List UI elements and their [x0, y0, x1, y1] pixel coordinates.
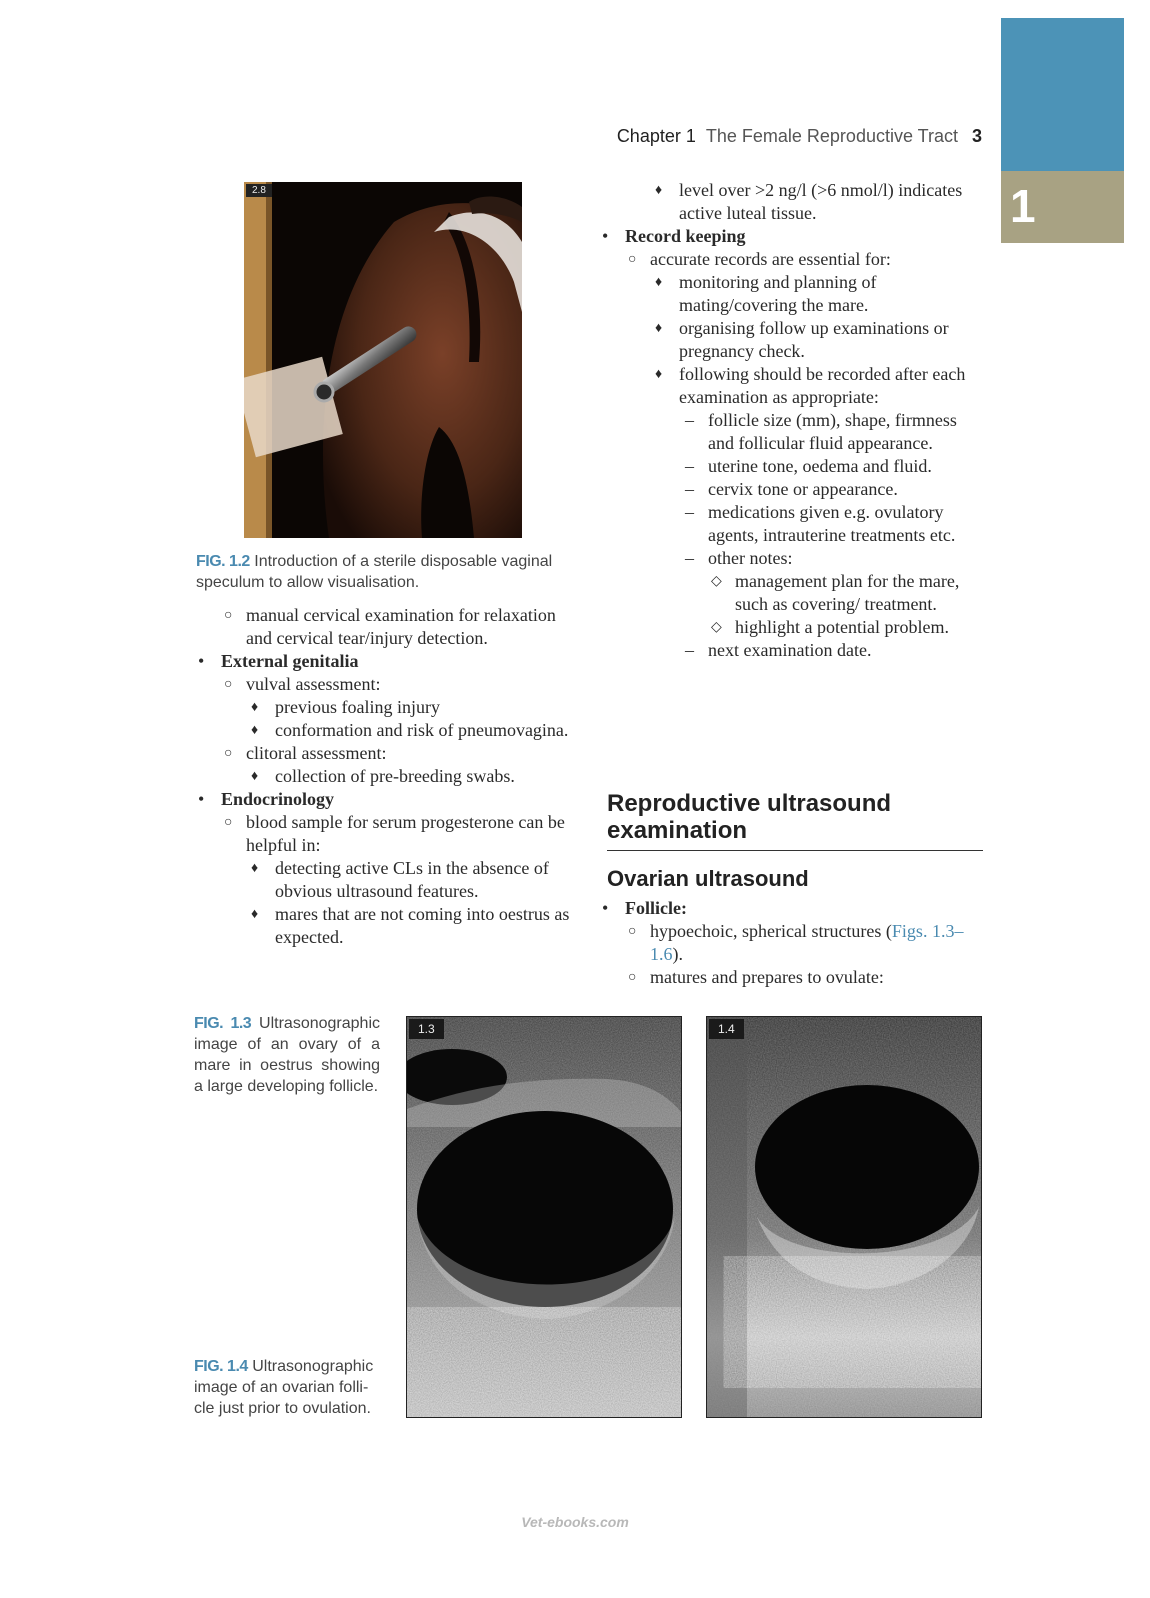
- chapter-tab-number: 1: [1010, 180, 1036, 232]
- figure-1-4-label: 1.4: [709, 1019, 744, 1039]
- list-item: ♦ monitoring and planning of mating/covering the mare.: [655, 272, 877, 315]
- running-head-title: The Female Reproductive Tract: [705, 126, 958, 146]
- list-item: – medications given e.g. ovulatory agents, intrauterine treatments etc.: [685, 502, 956, 545]
- list-item: ○ manual cervical examination for relaxation and cervical tear/injury detection.: [224, 605, 556, 648]
- figure-1-2-number: FIG. 1.2: [196, 553, 250, 570]
- list-item: ○ hypoechoic, spherical structures (Figs. 1.3–1.6).: [628, 921, 964, 964]
- list-item: – cervix tone or appearance.: [685, 479, 898, 499]
- ultrasound-follicle-image: [707, 1017, 981, 1417]
- list-item: • Endocrinology: [198, 789, 335, 809]
- figure-1-4-caption-text: Ultrasonographic image of an ovarian follicle just prior to ovulation.: [194, 1358, 374, 1417]
- list-item: ◇ highlight a potential problem.: [711, 617, 949, 637]
- list-item: ♦ conformation and risk of pneumovagina.: [251, 720, 569, 740]
- list-item: ♦ following should be recorded after each examination as appropriate:: [655, 364, 966, 407]
- list-item: ○ clitoral assessment:: [224, 743, 387, 763]
- running-head: [580, 126, 982, 147]
- figure-1-3-caption-text: Ultrasonographic image of an ovary of a mare in oestrus showing a large developing follicle.: [194, 1015, 380, 1095]
- list-item: • Follicle:: [602, 898, 687, 918]
- running-head-chapter: Chapter 1: [616, 126, 696, 146]
- figs-link[interactable]: Figs. 1.3–1.6: [650, 921, 964, 964]
- list-item: ○ vulval assessment:: [224, 674, 381, 694]
- figure-1-3-label: 1.3: [409, 1019, 444, 1039]
- list-item: ♦ collection of pre-breeding swabs.: [251, 766, 515, 786]
- figure-1-4-number: FIG. 1.4: [194, 1358, 248, 1375]
- list-item: ♦ previous foaling injury: [251, 697, 440, 717]
- list-item: ○ blood sample for serum progesterone can be helpful in:: [224, 812, 565, 855]
- figure-1-4-ultrasound: [706, 1016, 982, 1418]
- list-item: ♦ mares that are not coming into oestrus as expected.: [251, 904, 570, 947]
- figure-1-4-caption: [194, 1356, 380, 1419]
- figure-1-3-number: FIG. 1.3: [194, 1015, 252, 1032]
- figure-1-3-caption: [194, 1013, 380, 1097]
- figure-1-2-label: 2.8: [246, 184, 272, 197]
- speculum-photo-illustration: [244, 182, 522, 538]
- page-number: 3: [971, 126, 982, 146]
- figure-1-2-caption-text: Introduction of a sterile disposable vaginal speculum to allow visualisation.: [196, 553, 553, 591]
- list-item: ♦ organising follow up examinations or pregnancy check.: [655, 318, 949, 361]
- figure-1-2-caption: [196, 551, 576, 593]
- list-item: ○ matures and prepares to ovulate:: [628, 967, 884, 987]
- list-item: – next examination date.: [685, 640, 872, 660]
- list-item: – follicle size (mm), shape, firmness and follicular fluid appearance.: [685, 410, 957, 453]
- list-item: • External genitalia: [198, 651, 359, 671]
- list-item: – other notes:: [685, 548, 793, 568]
- ovarian-text-column: [600, 897, 985, 989]
- watermark: Vet-ebooks.com: [521, 1514, 629, 1530]
- list-item: • Record keeping: [602, 226, 746, 246]
- ultrasound-ovary-image: [407, 1017, 681, 1417]
- chapter-tab-blue: [1001, 18, 1124, 171]
- list-item: – uterine tone, oedema and fluid.: [685, 456, 932, 476]
- section-heading: Reproductive ultrasound examination: [607, 790, 983, 851]
- subsection-heading: Ovarian ultrasound: [607, 866, 809, 891]
- figure-1-2-photo: [244, 182, 522, 538]
- list-item: ◇ management plan for the mare, such as covering/ treatment.: [711, 571, 960, 614]
- list-item: ♦ detecting active CLs in the absence of obvious ultrasound features.: [251, 858, 549, 901]
- right-text-column: [600, 179, 985, 662]
- left-text-column: [196, 604, 581, 949]
- list-item: ♦ level over >2 ng/l (>6 nmol/l) indicates active luteal tissue.: [655, 180, 963, 223]
- figure-1-3-ultrasound: [406, 1016, 682, 1418]
- list-item: ○ accurate records are essential for:: [628, 249, 891, 269]
